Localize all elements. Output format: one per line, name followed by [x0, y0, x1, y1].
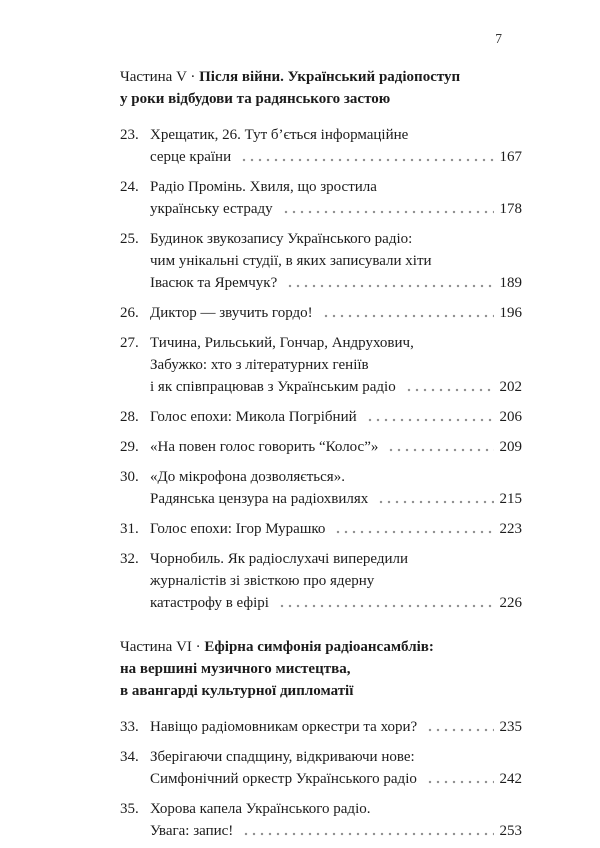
section-title-line: Ефірна симфонія радіоансамблів: — [204, 639, 434, 655]
entry-title-line: Тичина, Рильський, Гончар, Андрухович, — [150, 335, 414, 351]
entry-number: 32. — [120, 551, 139, 567]
entry-body — [150, 518, 522, 540]
entry-body — [150, 548, 522, 614]
entry-title-line: Забужко: хто з літературних геніїв — [150, 357, 369, 373]
entry-title-text: Голос епохи: Ігор Мурашко — [150, 521, 326, 537]
entry-number: 25. — [120, 231, 139, 247]
toc-section — [120, 636, 522, 842]
toc-entry — [120, 518, 522, 540]
toc-entry — [120, 302, 522, 324]
toc-section — [120, 66, 522, 614]
entry-title-text: українську естраду — [150, 201, 273, 217]
entry-page-number: 242 — [499, 771, 522, 787]
entry-body — [150, 798, 522, 842]
entry-number: 30. — [120, 469, 139, 485]
entry-page-number: 223 — [499, 521, 522, 537]
toc-entry — [120, 406, 522, 428]
section-heading-line — [120, 636, 522, 658]
dot-leader — [278, 603, 494, 609]
entry-body — [150, 466, 522, 510]
entry-title-line: Хорова капела Українського радіо. — [150, 801, 371, 817]
entry-title-text: «На повен голос говорить “Колос”» — [150, 439, 379, 455]
entry-title-line: Будинок звукозапису Українського радіо: — [150, 231, 413, 247]
toc-entry — [120, 716, 522, 738]
entry-page-number: 196 — [499, 305, 522, 321]
section-heading — [120, 636, 522, 702]
entry-title-text: катастрофу в ефірі — [150, 595, 269, 611]
entry-number: 35. — [120, 801, 139, 817]
entry-page-number: 189 — [499, 275, 522, 291]
entry-title-line: Хрещатик, 26. Тут б’ється інформаційне — [150, 127, 409, 143]
entry-number: 33. — [120, 719, 139, 735]
entry-page-number: 226 — [499, 595, 522, 611]
dot-leader — [286, 283, 493, 289]
toc-entry — [120, 176, 522, 220]
entry-number: 31. — [120, 521, 139, 537]
entry-last-line — [150, 820, 522, 842]
dot-leader — [426, 779, 494, 785]
entry-page-number: 215 — [499, 491, 522, 507]
entry-body — [150, 228, 522, 294]
dot-leader — [240, 157, 493, 163]
entry-body — [150, 302, 522, 324]
entry-page-number: 235 — [499, 719, 522, 735]
entry-last-line — [150, 768, 522, 790]
dot-leader — [242, 831, 493, 837]
section-label: Частина V · — [120, 69, 200, 85]
entry-title-line: чим унікальні студії, в яких записували хіти — [150, 253, 432, 269]
toc-entry — [120, 746, 522, 790]
entry-title-text: серце країни — [150, 149, 232, 165]
entry-title-line: Чорнобиль. Як радіослухачі випередили — [150, 551, 409, 567]
entry-title-text: Симфонічний оркестр Українського радіо — [150, 771, 417, 787]
dot-leader — [405, 387, 494, 393]
entry-title-text: і як співпрацював з Українським радіо — [150, 379, 396, 395]
entry-page-number: 209 — [499, 439, 522, 455]
section-heading — [120, 66, 522, 110]
toc-entry — [120, 798, 522, 842]
entry-number: 27. — [120, 335, 139, 351]
dot-leader — [377, 499, 493, 505]
entry-title-line: журналістів зі звісткою про ядерну — [150, 573, 375, 589]
entry-title-line: Радіо Промінь. Хвиля, що зростила — [150, 179, 377, 195]
entry-number: 34. — [120, 749, 139, 765]
toc-entry — [120, 332, 522, 398]
section-label: Частина VI · — [120, 639, 205, 655]
entry-title-text: Навіщо радіомовникам оркестри та хори? — [150, 719, 418, 735]
section-heading-line — [120, 66, 522, 88]
entry-page-number: 253 — [499, 823, 522, 839]
entry-body — [150, 436, 522, 458]
dot-leader — [334, 529, 493, 535]
entry-number: 29. — [120, 439, 139, 455]
dot-leader — [366, 417, 494, 423]
section-title-line: Після війни. Український радіопоступ — [199, 69, 461, 85]
entry-last-line — [150, 436, 522, 458]
entry-title-line: «До мікрофона дозволяється». — [150, 469, 345, 485]
toc-entry — [120, 124, 522, 168]
entry-last-line — [150, 376, 522, 398]
entry-page-number: 167 — [499, 149, 522, 165]
entry-page-number: 206 — [499, 409, 522, 425]
entry-number: 24. — [120, 179, 139, 195]
entry-body — [150, 332, 522, 398]
entry-last-line — [150, 518, 522, 540]
dot-leader — [322, 313, 494, 319]
toc-entry — [120, 548, 522, 614]
entry-title-text: Голос епохи: Микола Погрібний — [150, 409, 357, 425]
entry-title-text: Диктор — звучить гордо! — [150, 305, 313, 321]
entry-last-line — [150, 488, 522, 510]
dot-leader — [387, 447, 493, 453]
entry-body — [150, 746, 522, 790]
entry-body — [150, 176, 522, 220]
entry-page-number: 178 — [499, 201, 522, 217]
section-title-line: на вершині музичного мистецтва, — [120, 661, 351, 677]
toc-entry — [120, 466, 522, 510]
section-title-line: у роки відбудови та радянського застою — [120, 91, 391, 107]
entry-page-number: 202 — [499, 379, 522, 395]
entry-last-line — [150, 716, 522, 738]
entry-number: 26. — [120, 305, 139, 321]
table-of-contents — [120, 66, 522, 842]
entry-number: 23. — [120, 127, 139, 143]
entry-last-line — [150, 146, 522, 168]
dot-leader — [426, 727, 493, 733]
dot-leader — [282, 209, 494, 215]
entry-last-line — [150, 406, 522, 428]
entry-last-line — [150, 198, 522, 220]
page-number: 7 — [495, 31, 502, 46]
entry-number: 28. — [120, 409, 139, 425]
entry-title-text: Увага: запис! — [150, 823, 234, 839]
entry-last-line — [150, 302, 522, 324]
toc-entry — [120, 228, 522, 294]
entry-title-line: Зберігаючи спадщину, відкриваючи нове: — [150, 749, 415, 765]
entry-body — [150, 406, 522, 428]
entry-title-text: Радянська цензура на радіохвилях — [150, 491, 369, 507]
entry-last-line — [150, 592, 522, 614]
toc-entry — [120, 436, 522, 458]
entry-body — [150, 124, 522, 168]
entry-body — [150, 716, 522, 738]
entry-title-text: Івасюк та Яремчук? — [150, 275, 278, 291]
section-title-line: в авангарді культурної дипломатії — [120, 683, 354, 699]
entry-last-line — [150, 272, 522, 294]
